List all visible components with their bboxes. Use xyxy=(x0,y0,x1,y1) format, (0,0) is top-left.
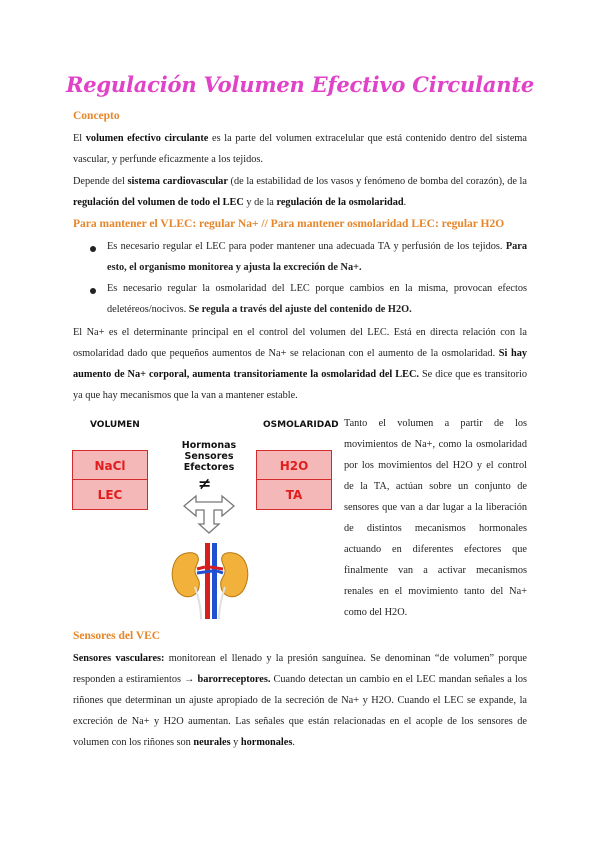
kidneys-icon xyxy=(165,543,255,619)
volume-osmolarity-diagram xyxy=(70,418,340,618)
paragraph-concepto: El volumen efectivo circulante es la parte del volumen extracelular que está contenido dentro del sistema vascular, y perfunde eficazmente a los tejidos. xyxy=(73,133,527,165)
bullet-item-osmolaridad: Es necesario regular la osmolaridad del LEC porque cambios en la misma, provocan efectos deletéreos/nocivos. Se regula a través del ajuste del contenido de H2O. xyxy=(107,283,527,315)
section-heading-concepto: Concepto xyxy=(73,110,120,122)
box-osmolaridad xyxy=(256,450,332,510)
bullet-dot xyxy=(90,246,96,252)
paragraph-depende: Depende del sistema cardiovascular (de la estabilidad de los vasos y fenómeno de bomba del corazón), de la regulación del volumen de todo el LEC y de la regulación de la osmolaridad. xyxy=(73,176,527,208)
box-nacl: NaCl xyxy=(94,459,126,473)
box-ta: TA xyxy=(285,488,303,502)
side-paragraph: Tanto el volumen a partir de los movimientos de Na+, como la osmolaridad por los movimientos del H2O y el control de la TA, actúan sobre un conjunto de sensores que van a dar lugar a la liberación de distintos mecanismos hormonales actuando en diferentes efectores que finalmente van a activar mecanismos renales en el movimiento tanto del Na+ como del H2O. xyxy=(344,418,527,618)
mechanisms-label: Hormonas Sensores Efectores xyxy=(181,440,237,473)
box-lec: LEC xyxy=(97,488,123,502)
label-osmolaridad: OSMOLARIDAD xyxy=(263,420,339,430)
term-vec: volumen efectivo circulante xyxy=(85,133,209,144)
arrow-3way-icon xyxy=(182,494,236,534)
paragraph-na: El Na+ es el determinante principal en el control del volumen del LEC. Está en directa relación con la osmolaridad dado que pequeños aumentos de Na+ se relacionan con el aumento de la osmolaridad. Si hay aumento de Na+ corporal, aumenta transitoriamente la osmolaridad del LEC. Se dice que es transitorio ya que hay mecanismos que la van a mantener estable. xyxy=(73,327,528,401)
label-volumen: VOLUMEN xyxy=(90,420,140,430)
section-heading-sensores: Sensores del VEC xyxy=(73,630,161,642)
page-title: Regulación Volumen Efectivo Circulante xyxy=(66,72,534,97)
box-volumen xyxy=(72,450,148,510)
section-heading-regulacion: Para mantener el VLEC: regular Na+ // Para mantener osmolaridad LEC: regular H2O xyxy=(73,218,505,230)
not-equal-sign: ≠ xyxy=(198,474,212,493)
bullet-item-lec: Es necesario regular el LEC para poder mantener una adecuada TA y perfusión de los tejidos. Para esto, el organismo monitorea y ajusta la excreción de Na+. xyxy=(107,241,527,273)
box-h2o: H2O xyxy=(279,459,309,473)
paragraph-sensores: Sensores vasculares: monitorean el llenado y la presión sanguínea. Se denominan “de volumen” porque responden a estiramientos → barorreceptores. Cuando detectan un cambio en el LEC mandan señales a los riñones que determinan un ajuste apropiado de la secreción de Na+ y H2O. Cuando el LEC se expande, la excreción de Na+ y H2O aumentan. Las señales que están relacionadas en el acople de los sensores de volumen con los riñones son neurales y hormonales. xyxy=(73,653,527,748)
bullet-dot xyxy=(90,288,96,294)
